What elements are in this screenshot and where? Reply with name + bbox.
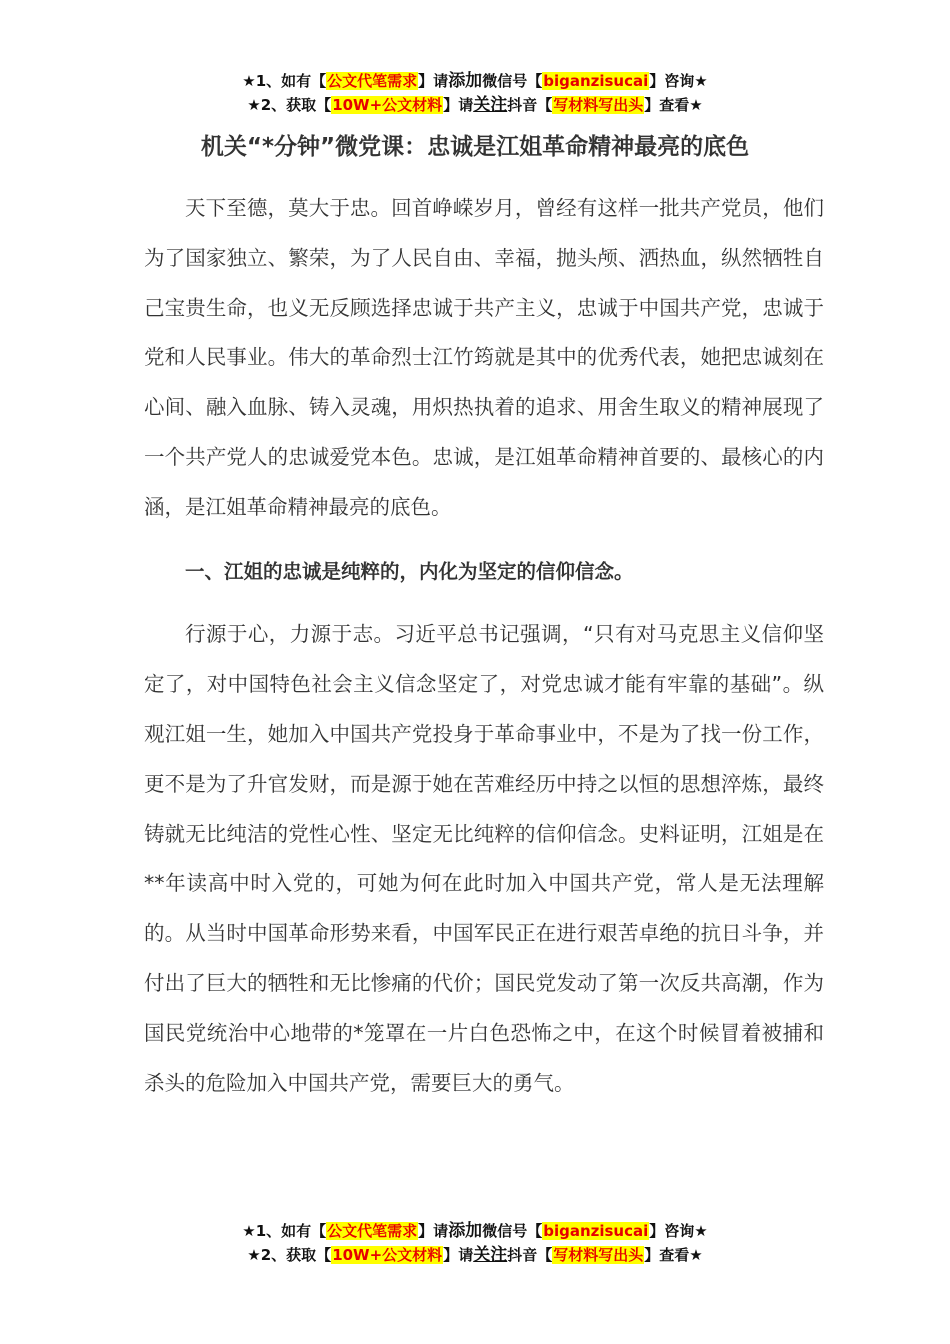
- promo-text: 】咨询★: [649, 1222, 708, 1240]
- promo-text: 】请: [443, 1246, 474, 1264]
- promo-banner-top: [0, 69, 950, 117]
- promo-highlight-douyin-id: 写材料写出头: [553, 96, 644, 114]
- promo-text: 】请: [418, 1222, 449, 1240]
- promo-text: 】查看★: [644, 1246, 703, 1264]
- promo-line-2: [0, 1243, 950, 1267]
- section-paragraph: 行源于心，力源于志。习近平总书记强调，“只有对马克思主义信仰坚定了，对中国特色社会主义信念坚定了，对党忠诚才能有牢靠的基础”。纵观江姐一生，她加入中国共产党投身于革命事业中，不是为了找一份工作，更不是为了升官发财，而是源于她在苦难经历中持之以恒的思想淬炼，最终铸就无比纯洁的党性心性、坚定无比纯粹的信仰信念。史料证明，江姐是在**年读高中时入党的，可她为何在此时加入中国共产党，常人是无法理解的。从当时中国革命形势来看，中国军民正在进行艰苦卓绝的抗日斗争，并付出了巨大的牺牲和无比惨痛的代价；国民党发动了第一次反共高潮，作为国民党统治中心地带的*笼罩在一片白色恐怖之中，在这个时候冒着被捕和杀头的危险加入中国共产党，需要巨大的勇气。: [144, 622, 824, 1095]
- promo-text: 抖音【: [507, 96, 553, 114]
- promo-highlight-wechat-id: biganzisucai: [543, 72, 649, 90]
- promo-text: 】请: [443, 96, 474, 114]
- promo-text: ★1、如有【: [242, 72, 327, 90]
- intro-paragraph: 天下至德，莫大于忠。回首峥嵘岁月，曾经有这样一批共产党员，他们为了国家独立、繁荣，为了人民自由、幸福，抛头颅、洒热血，纵然牺牲自己宝贵生命，也义无反顾选择忠诚于共产主义，忠诚于中国共产党，忠诚于党和人民事业。伟大的革命烈士江竹筠就是其中的优秀代表，她把忠诚刻在心间、融入血脉、铸入灵魂，用炽热执着的追求、用舍生取义的精神展现了一个共产党人的忠诚爱党本色。忠诚，是江姐革命精神首要的、最核心的内涵，是江姐革命精神最亮的底色。: [144, 196, 824, 519]
- promo-text: ★1、如有【: [242, 1222, 327, 1240]
- promo-text: 微信号【: [482, 72, 543, 90]
- promo-highlight: 10W+公文材料: [332, 96, 443, 114]
- promo-highlight: 10W+公文材料: [332, 1246, 443, 1264]
- promo-emphasis: 关注: [473, 1245, 508, 1265]
- promo-text: 抖音【: [507, 1246, 553, 1264]
- promo-text: ★2、获取【: [247, 1246, 332, 1264]
- promo-text: 微信号【: [482, 1222, 543, 1240]
- promo-emphasis: 添加: [448, 71, 483, 91]
- section-heading: 一、江姐的忠诚是纯粹的，内化为坚定的信仰信念。: [185, 559, 634, 583]
- promo-emphasis: 添加: [448, 1221, 483, 1241]
- promo-text: 】请: [418, 72, 449, 90]
- promo-highlight: 公文代笔需求: [327, 72, 418, 90]
- promo-text: 】查看★: [644, 96, 703, 114]
- promo-banner-bottom: [0, 1219, 950, 1267]
- promo-line-1: [0, 1219, 950, 1243]
- promo-emphasis: 关注: [473, 95, 508, 115]
- document-body: [144, 184, 824, 1108]
- promo-line-1: [0, 69, 950, 93]
- promo-highlight: 公文代笔需求: [327, 1222, 418, 1240]
- promo-highlight-wechat-id: biganzisucai: [543, 1222, 649, 1240]
- promo-text: 】咨询★: [649, 72, 708, 90]
- document-title: 机关“*分钟”微党课：忠诚是江姐革命精神最亮的底色: [200, 134, 750, 160]
- promo-line-2: [0, 93, 950, 117]
- promo-text: ★2、获取【: [247, 96, 332, 114]
- promo-highlight-douyin-id: 写材料写出头: [553, 1246, 644, 1264]
